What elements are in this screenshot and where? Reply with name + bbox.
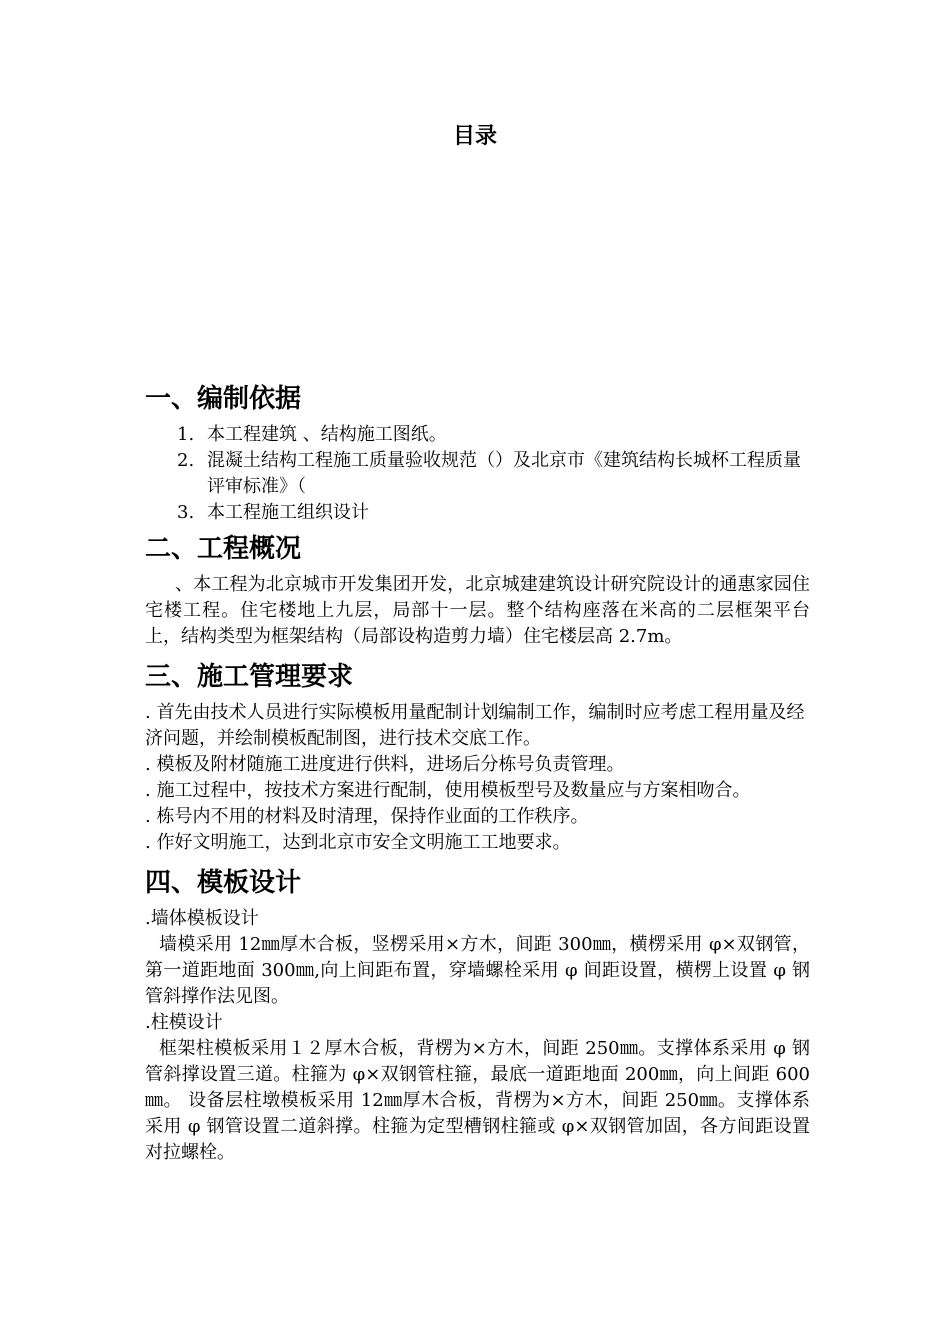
wall-formwork-paragraph: 墙模采用 12㎜厚木合板，竖楞采用×方木，间距 300㎜，横楞采用 φ×双钢管，第一道距地面 300㎜,向上间距布置，穿墙螺栓采用 φ 间距设置，横楞上设置 φ 钢管斜撑作法见图。 — [145, 934, 810, 1007]
section-heading-formwork: 四、模板设计 — [145, 868, 302, 898]
section-heading-basis: 一、编制依据 — [145, 384, 302, 414]
management-item: . 栋号内不用的材料及时清理，保持作业面的工作秩序。 — [145, 806, 589, 827]
subsection-title-column: .柱模设计 — [145, 1012, 223, 1033]
list-text: 本工程建筑 、结构施工图纸。 — [207, 424, 447, 445]
document-body — [145, 376, 810, 1166]
list-number: 1. — [177, 424, 195, 445]
management-item: . 施工过程中，按技术方案进行配制，使用模板型号及数量应与方案相吻合。 — [145, 780, 751, 801]
list-item — [145, 422, 810, 448]
management-item: . 首先由技术人员进行实际模板用量配制计划编制工作，编制时应考虑工程用量及经济问题，并绘制模板配制图，进行技术交底工作。 — [145, 702, 805, 749]
list-item — [145, 448, 810, 500]
section-heading-management: 三、施工管理要求 — [145, 662, 354, 692]
section-heading-overview: 二、工程概况 — [145, 534, 302, 564]
subsection-title-wall: .墙体模板设计 — [145, 908, 259, 929]
list-number: 2. — [177, 450, 195, 471]
list-item — [145, 500, 810, 526]
management-item: . 作好文明施工，达到北京市安全文明施工工地要求。 — [145, 832, 571, 853]
overview-paragraph: 、本工程为北京城市开发集团开发，北京城建建筑设计研究院设计的通惠家园住宅楼工程。住宅楼地上九层，局部十一层。整个结构座落在米高的二层框架平台上，结构类型为框架结构（局部设构造剪力墙）住宅楼层高 2.7m。 — [145, 574, 810, 647]
list-text: 混凝土结构工程施工质量验收规范（）及北京市《建筑结构长城杯工程质量评审标准》（ — [207, 450, 801, 497]
management-item: . 模板及附材随施工进度进行供料，进场后分栋号负责管理。 — [145, 754, 625, 775]
toc-title: 目录 — [452, 123, 497, 149]
column-formwork-paragraph: 框架柱模板采用１２厚木合板，背楞为×方木，间距 250㎜。支撑体系采用 φ 钢管斜撑设置三道。柱箍为 φ×双钢管柱箍，最底一道距地面 200㎜，向上间距 600㎜。 设备层柱墩模板采用 12㎜厚木合板，背楞为×方木，间距 250㎜。支撑体系采用 φ 钢管设置二道斜撑。柱箍为定型槽钢柱箍或 φ×双钢管加固，各方间距设置对拉螺栓。 — [145, 1038, 810, 1163]
list-text: 本工程施工组织设计 — [207, 502, 369, 523]
list-number: 3. — [177, 502, 195, 523]
basis-list — [145, 422, 810, 526]
